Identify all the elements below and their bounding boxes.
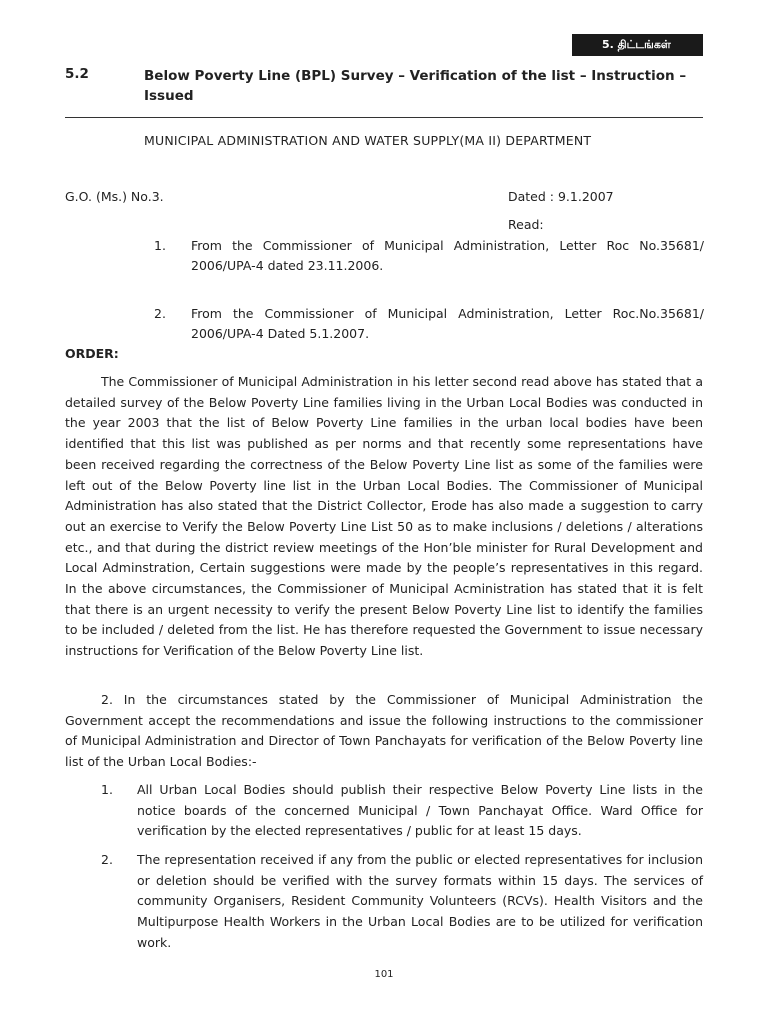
reference-number: 2.	[154, 306, 166, 321]
order-paragraph-1: The Commissioner of Municipal Administration in his letter second read above has stated that a detailed survey of the Below Poverty Line families living in the Urban Local Bodies was conducted in the year 2003 that the list of Below Poverty Line families in the urban local bodies have been identified that this list was published as per norms and that recently some representations have been received regarding the correctness of the Below Poverty Line list as some of the families were left out of the Below Poverty line list in the Urban Local Bodies. The Commissioner of Municipal Administration has also stated that the District Collector, Erode has also made a suggestion to carry out an exercise to Verify the Below Poverty Line List 50 as to make inclusions / deletions / alterations etc., and that during the district review meetings of the Hon’ble minister for Rural Development and Local Adminstration, Certain suggestions were made by the people’s representatives in this regard. In the above circumstances, the Commissioner of Municipal Acministration has stated that it is felt that there is an urgent necessity to verify the present Below Poverty Line list to identify the families to be included / deleted from the list. He has therefore requested the Government to issue necessary instructions for Verification of the Below Poverty Line list.	[65, 374, 703, 659]
reference-text: From the Commissioner of Municipal Administration, Letter Roc No.35681/ 2006/UPA-4 dated 23.11.2006.	[191, 238, 704, 273]
order-heading: ORDER:	[65, 346, 119, 361]
chapter-tag: 5. திட்டங்கள்	[572, 34, 703, 56]
instruction-number: 1.	[101, 782, 113, 797]
instruction-text: The representation received if any from the public or elected representatives for inclusion or deletion should be verified with the survey formats within 15 days. The services of community Organisers, Resident Community Volunteers (RCVs). Health Visitors and the Multipurpose Health Workers in the Urban Local Bodies are to be utilized for verification work.	[137, 852, 703, 950]
instruction-item	[65, 780, 703, 842]
reference-number: 1.	[154, 238, 166, 253]
reference-text: From the Commissioner of Municipal Administration, Letter Roc.No.35681/ 2006/UPA-4 Dated 5.1.2007.	[191, 306, 704, 341]
section-number: 5.2	[65, 66, 89, 82]
header-divider	[65, 117, 703, 118]
go-number: G.O. (Ms.) No.3.	[65, 189, 164, 204]
reference-item	[144, 304, 704, 344]
instruction-item	[65, 850, 703, 954]
instruction-text: All Urban Local Bodies should publish their respective Below Poverty Line lists in the notice boards of the concerned Municipal / Town Panchayat Office. Ward Office for verification by the elected representatives / public for at least 15 days.	[137, 782, 703, 839]
order-paragraph-2: 2. In the circumstances stated by the Commissioner of Municipal Administration the Government accept the recommendations and issue the following instructions to the commissioner of Municipal Administration and Director of Town Panchayats for verification of the Below Poverty line list of the Urban Local Bodies:-	[65, 692, 703, 770]
section-title: Below Poverty Line (BPL) Survey – Verification of the list – Instruction – Issued	[144, 68, 687, 104]
department-name: MUNICIPAL ADMINISTRATION AND WATER SUPPLY(MA II) DEPARTMENT	[144, 133, 592, 148]
page-number: 101	[374, 969, 394, 980]
reference-item	[144, 236, 704, 276]
read-label: Read:	[508, 217, 544, 232]
instruction-number: 2.	[101, 852, 113, 867]
go-date: Dated : 9.1.2007	[508, 189, 614, 204]
